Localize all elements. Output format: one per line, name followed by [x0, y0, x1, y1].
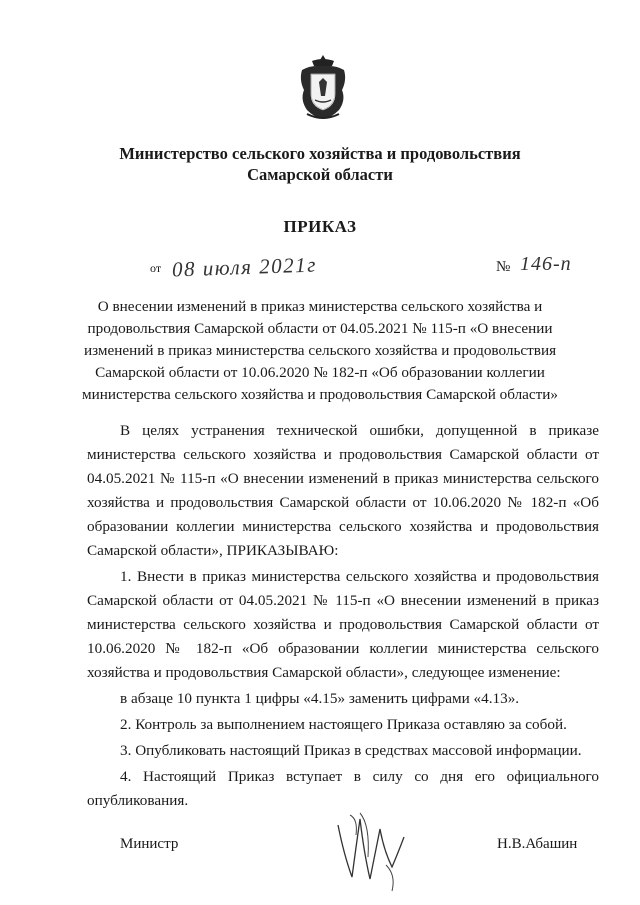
ministry-name-line2: Самарской области — [247, 165, 393, 184]
number-prefix: № — [496, 259, 511, 275]
order-subject: О внесении изменений в приказ министерства сельского хозяйства и продовольствия Самарской области от 04.05.2021 № 115-п «О внесении изменений в приказ министерства сельского хозяйства и продовольствия Самарской области от 10.06.2020 № 182-п «Об образовании коллегии министерства сельского хозяйства и продовольствия Самарской области» — [81, 298, 559, 403]
coat-of-arms-icon — [298, 52, 348, 122]
signatory-name: Н.В.Абашин — [497, 836, 578, 852]
item-2-paragraph: 2. Контроль за выполнением настоящего Приказа оставляю за собой. — [120, 716, 567, 733]
document-title: ПРИКАЗ — [283, 217, 357, 236]
ministry-name — [60, 143, 580, 185]
item-1-paragraph: 1. Внести в приказ министерства сельского хозяйства и продовольствия Самарской области от 04.05.2021 № 115-п «О внесении изменений в приказ министерства сельского хозяйства и продовольствия Самарской области от 10.06.2020 № 182-п «Об образовании коллегии министерства сельского хозяйства и продовольствия Самарской области», следующее изменение: — [87, 568, 599, 681]
handwritten-signature-icon — [330, 805, 410, 895]
order-date-handwritten: 08 июля 2021г — [171, 252, 318, 282]
order-number-handwritten: 146-п — [520, 253, 572, 275]
date-prefix: от — [150, 261, 162, 275]
order-body — [87, 419, 599, 813]
order-date-number-row — [0, 252, 640, 285]
item-4-paragraph: 4. Настоящий Приказ вступает в силу со дня его официального опубликования. — [87, 768, 599, 809]
item-3-paragraph: 3. Опубликовать настоящий Приказ в средствах массовой информации. — [120, 742, 582, 759]
signatory-position: Министр — [120, 836, 179, 852]
preamble-paragraph: В целях устранения технической ошибки, допущенной в приказе министерства сельского хозяйства и продовольствия Самарской области от 04.05.2021 № 115-п «О внесении изменений в приказ министерства сельского хозяйства и продовольствия Самарской области от 10.06.2020 № 182-п «Об образовании коллегии министерства сельского хозяйства и продовольствия Самарской области», ПРИКАЗЫВАЮ: — [87, 422, 599, 559]
ministry-name-line1: Министерство сельского хозяйства и продовольствия — [119, 144, 521, 163]
item-1-change-paragraph: в абзаце 10 пункта 1 цифры «4.15» заменить цифрами «4.13». — [120, 690, 520, 707]
